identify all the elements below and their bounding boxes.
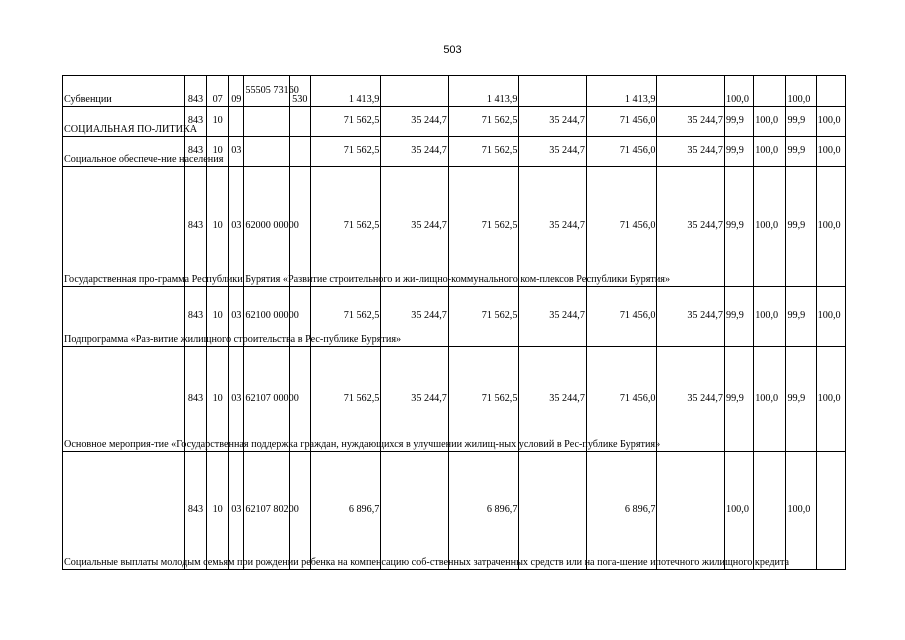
table-row — [63, 287, 846, 347]
cell-pct-approved-total: 99,9 — [786, 287, 816, 347]
cell-pct-plan-federal: 100,0 — [754, 107, 786, 137]
row-name: Социальное обеспече-ние населения — [63, 137, 185, 167]
cell-executed-total: 71 456,0 — [586, 167, 657, 287]
cell-vr — [289, 107, 310, 137]
cell-rz: 10 — [207, 107, 229, 137]
cell-approved-federal: 35 244,7 — [519, 287, 587, 347]
cell-executed-total: 6 896,7 — [586, 452, 657, 570]
cell-pct-approved-total: 99,9 — [786, 107, 816, 137]
table-row — [63, 107, 846, 137]
cell-csr: 62100 00000 — [244, 287, 289, 347]
cell-vr — [289, 137, 310, 167]
cell-pr: 03 — [229, 137, 244, 167]
cell-pct-plan-total: 100,0 — [724, 76, 753, 107]
cell-pct-plan-federal: 100,0 — [754, 347, 786, 452]
cell-pct-approved-federal — [816, 452, 845, 570]
cell-vr: 530 — [289, 76, 310, 107]
table-row — [63, 167, 846, 287]
cell-gr: 843 — [184, 452, 206, 570]
cell-gr: 843 — [184, 76, 206, 107]
cell-pct-approved-total: 99,9 — [786, 347, 816, 452]
cell-executed-total: 71 456,0 — [586, 137, 657, 167]
cell-plan-total: 1 413,9 — [310, 76, 381, 107]
table-row — [63, 452, 846, 570]
cell-rz: 10 — [207, 287, 229, 347]
cell-plan-federal: 35 244,7 — [381, 287, 449, 347]
cell-gr: 843 — [184, 347, 206, 452]
row-name: СОЦИАЛЬНАЯ ПО-ЛИТИКА — [63, 107, 185, 137]
cell-pct-approved-federal — [816, 76, 845, 107]
cell-plan-federal: 35 244,7 — [381, 167, 449, 287]
cell-gr: 843 — [184, 107, 206, 137]
cell-pct-approved-federal: 100,0 — [816, 287, 845, 347]
table-row — [63, 137, 846, 167]
budget-table — [62, 75, 846, 570]
cell-executed-federal: 35 244,7 — [657, 107, 725, 137]
cell-approved-federal: 35 244,7 — [519, 137, 587, 167]
cell-csr: 62000 00000 — [244, 167, 289, 287]
cell-pr — [229, 107, 244, 137]
cell-plan-total: 71 562,5 — [310, 167, 381, 287]
cell-pr: 03 — [229, 347, 244, 452]
table-row — [63, 76, 846, 107]
cell-csr — [244, 137, 289, 167]
cell-pct-plan-total: 99,9 — [724, 107, 753, 137]
row-name: Подпрограмма «Раз-витие жилищного строительства в Рес-публике Бурятия» — [63, 287, 185, 347]
cell-rz: 07 — [207, 76, 229, 107]
cell-pct-plan-federal — [754, 452, 786, 570]
cell-csr: 62107 00000 — [244, 347, 289, 452]
cell-executed-federal: 35 244,7 — [657, 137, 725, 167]
cell-approved-total: 71 562,5 — [448, 287, 519, 347]
cell-approved-federal: 35 244,7 — [519, 107, 587, 137]
cell-executed-total: 71 456,0 — [586, 347, 657, 452]
cell-pct-plan-federal: 100,0 — [754, 287, 786, 347]
cell-pct-plan-total: 100,0 — [724, 452, 753, 570]
cell-approved-federal: 35 244,7 — [519, 167, 587, 287]
cell-pct-approved-federal: 100,0 — [816, 347, 845, 452]
cell-pct-plan-total: 99,9 — [724, 287, 753, 347]
cell-pct-plan-federal: 100,0 — [754, 137, 786, 167]
cell-csr — [244, 107, 289, 137]
cell-plan-federal — [381, 76, 449, 107]
cell-approved-federal — [519, 76, 587, 107]
cell-plan-total: 71 562,5 — [310, 287, 381, 347]
cell-executed-federal — [657, 76, 725, 107]
cell-rz: 10 — [207, 167, 229, 287]
cell-pr: 03 — [229, 287, 244, 347]
cell-pct-approved-federal: 100,0 — [816, 137, 845, 167]
cell-plan-total: 71 562,5 — [310, 137, 381, 167]
cell-approved-total: 71 562,5 — [448, 167, 519, 287]
cell-pct-plan-total: 99,9 — [724, 347, 753, 452]
row-name: Основное мероприя-тие «Государственная поддержка граждан, нуждающихся в улучшении жилищ-ных условий в Рес-публике Бурятия» — [63, 347, 185, 452]
cell-rz: 10 — [207, 137, 229, 167]
cell-plan-federal — [381, 452, 449, 570]
cell-pct-plan-federal: 100,0 — [754, 167, 786, 287]
cell-pct-approved-total: 99,9 — [786, 167, 816, 287]
cell-plan-total: 71 562,5 — [310, 347, 381, 452]
cell-approved-federal — [519, 452, 587, 570]
row-name: Социальные выплаты молодым семьям при рождении ребенка на компенсацию соб-ственных затраченных средств или на пога-шение ипотечного жилищного кредита — [63, 452, 185, 570]
cell-pct-plan-federal — [754, 76, 786, 107]
cell-gr: 843 — [184, 137, 206, 167]
cell-pr: 03 — [229, 452, 244, 570]
cell-plan-federal: 35 244,7 — [381, 107, 449, 137]
cell-pr: 03 — [229, 167, 244, 287]
cell-approved-federal: 35 244,7 — [519, 347, 587, 452]
cell-pct-approved-federal: 100,0 — [816, 107, 845, 137]
cell-approved-total: 71 562,5 — [448, 347, 519, 452]
cell-pct-plan-total: 99,9 — [724, 137, 753, 167]
cell-pct-approved-total: 99,9 — [786, 137, 816, 167]
cell-pct-approved-total: 100,0 — [786, 76, 816, 107]
cell-pct-approved-total: 100,0 — [786, 452, 816, 570]
cell-executed-federal: 35 244,7 — [657, 347, 725, 452]
cell-pct-plan-total: 99,9 — [724, 167, 753, 287]
cell-rz: 10 — [207, 452, 229, 570]
cell-csr: 55505 73160 — [244, 76, 289, 107]
cell-gr: 843 — [184, 287, 206, 347]
cell-approved-total: 6 896,7 — [448, 452, 519, 570]
cell-gr: 843 — [184, 167, 206, 287]
cell-pct-approved-federal: 100,0 — [816, 167, 845, 287]
cell-plan-federal: 35 244,7 — [381, 347, 449, 452]
table-row — [63, 347, 846, 452]
cell-csr: 62107 80200 — [244, 452, 289, 570]
row-name: Государственная про-грамма Республики Бурятия «Развитие строительного и жи-лищно-коммунального ком-плексов Республики Бурятия» — [63, 167, 185, 287]
row-name: Субвенции — [63, 76, 185, 107]
cell-approved-total: 71 562,5 — [448, 137, 519, 167]
cell-plan-federal: 35 244,7 — [381, 137, 449, 167]
cell-executed-federal — [657, 452, 725, 570]
cell-executed-federal: 35 244,7 — [657, 167, 725, 287]
cell-approved-total: 1 413,9 — [448, 76, 519, 107]
cell-executed-total: 71 456,0 — [586, 287, 657, 347]
page-number: 503 — [443, 44, 462, 56]
cell-plan-total: 6 896,7 — [310, 452, 381, 570]
cell-rz: 10 — [207, 347, 229, 452]
cell-executed-total: 1 413,9 — [586, 76, 657, 107]
cell-plan-total: 71 562,5 — [310, 107, 381, 137]
cell-executed-total: 71 456,0 — [586, 107, 657, 137]
cell-pr: 09 — [229, 76, 244, 107]
cell-approved-total: 71 562,5 — [448, 107, 519, 137]
cell-executed-federal: 35 244,7 — [657, 287, 725, 347]
